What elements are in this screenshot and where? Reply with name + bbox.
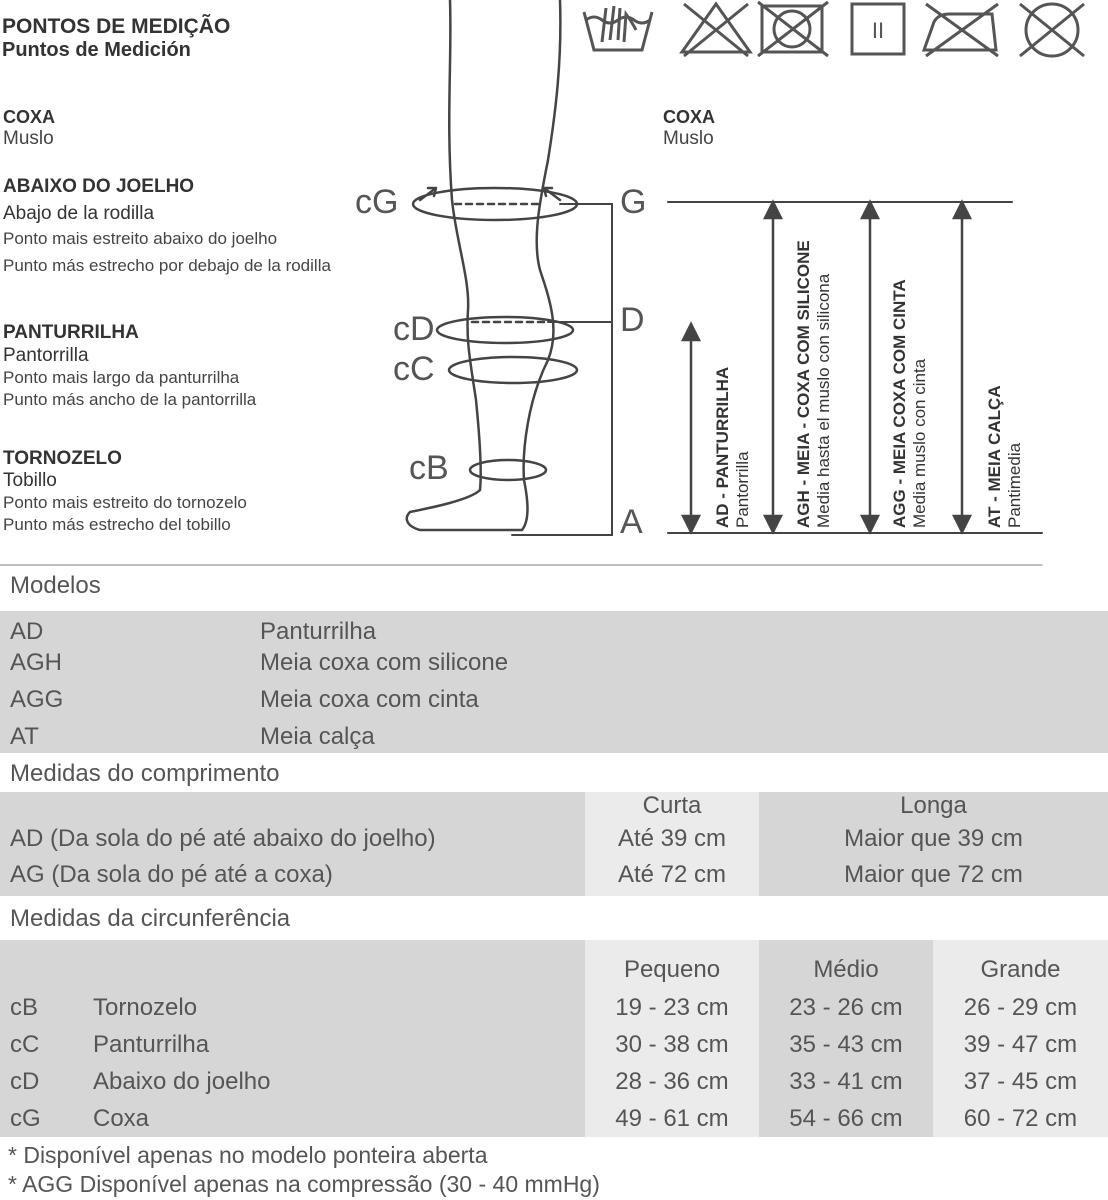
length-agh (794, 240, 834, 528)
drip-dry-mark: II (871, 18, 885, 43)
circ-row-small: 49 - 61 cm (615, 1105, 729, 1132)
model-name: Meia coxa com silicone (260, 649, 509, 676)
circ-row-small: 30 - 38 cm (615, 1031, 729, 1058)
leg-diagram (0, 0, 1108, 570)
circ-table-title: Medidas da circunferência (10, 905, 291, 932)
model-code: AT (10, 723, 39, 750)
circ-row-medium: 35 - 43 cm (789, 1031, 903, 1058)
label-thigh-es: Muslo (3, 128, 54, 149)
circ-row-name: Tornozelo (93, 994, 198, 1021)
circ-row-large: 37 - 45 cm (963, 1068, 1078, 1095)
right-thigh-es: Muslo (663, 128, 714, 149)
label-calf-es: Pantorrilla (3, 345, 89, 366)
models-band (0, 611, 1108, 753)
circ-row-medium: 33 - 41 cm (789, 1068, 903, 1095)
page-subtitle: Puntos de Medición (2, 39, 191, 61)
length-row-long: Maior que 72 cm (844, 861, 1023, 888)
point-cG: cG (355, 183, 399, 221)
circ-row-small: 28 - 36 cm (615, 1068, 729, 1095)
length-agg-title: AGG - MEIA COXA COM CINTA (890, 279, 909, 528)
length-agg-es: Media muslo con cinta (910, 358, 929, 528)
circ-row-name: Abaixo do joelho (93, 1068, 271, 1095)
circ-row-small: 19 - 23 cm (615, 994, 729, 1021)
circ-row-large: 60 - 72 cm (963, 1105, 1078, 1132)
circ-row-large: 26 - 29 cm (963, 994, 1078, 1021)
length-row-short: Até 39 cm (617, 825, 727, 852)
circ-header-medium: Médio (813, 956, 879, 983)
circ-row-code: cG (10, 1105, 41, 1132)
point-A: A (620, 503, 643, 541)
circ-row-large: 39 - 47 cm (963, 1031, 1078, 1058)
length-agg (890, 279, 930, 528)
length-row-short: Até 72 cm (617, 861, 727, 888)
length-agh-es: Media hasta el muslo con silicona (814, 273, 833, 528)
circ-row-name: Coxa (93, 1105, 150, 1132)
model-code: AD (10, 618, 44, 645)
point-cB: cB (409, 449, 449, 487)
label-below-knee-pt: ABAIXO DO JOELHO (3, 176, 195, 197)
length-ad-es: Pantorrilla (733, 451, 752, 528)
length-at-es: Pantimedia (1005, 442, 1024, 528)
point-cD: cD (393, 310, 435, 348)
label-calf-desc-pt: Ponto mais largo da panturrilha (3, 368, 240, 387)
length-row-long: Maior que 39 cm (844, 825, 1023, 852)
circ-header-large: Grande (980, 956, 1061, 983)
model-name: Meia calça (260, 723, 375, 750)
circ-row-code: cD (10, 1068, 40, 1095)
length-ad-title: AD - PANTURRILHA (713, 366, 732, 528)
model-code: AGG (10, 686, 64, 713)
length-at-title: AT - MEIA CALÇA (985, 385, 1004, 528)
label-ankle-pt: TORNOZELO (3, 448, 122, 469)
label-below-knee-es: Abajo de la rodilla (3, 203, 155, 224)
length-at (985, 385, 1025, 528)
footnote: * Disponível apenas no modelo ponteira aberta (8, 1142, 488, 1168)
length-table-title: Medidas do comprimento (10, 760, 280, 787)
length-row-label: AG (Da sola do pé até a coxa) (10, 861, 333, 888)
length-header-long: Longa (900, 792, 967, 819)
circ-row-medium: 54 - 66 cm (789, 1105, 903, 1132)
point-G: G (620, 183, 647, 221)
model-name: Panturrilha (260, 618, 377, 645)
model-name: Meia coxa com cinta (260, 686, 479, 713)
circ-header-small: Pequeno (623, 956, 721, 983)
model-code: AGH (10, 649, 63, 676)
label-ankle-desc-es: Punto más estrecho del tobillo (3, 515, 231, 534)
label-ankle-desc-pt: Ponto mais estreito do tornozelo (3, 493, 247, 512)
point-cC: cC (393, 350, 435, 388)
circ-row-name: Panturrilha (93, 1031, 210, 1058)
footnote: * AGG Disponível apenas na compressão (30 - 40 mmHg) (8, 1171, 600, 1197)
models-title: Modelos (10, 572, 101, 599)
label-calf-pt: PANTURRILHA (3, 322, 139, 343)
label-thigh-pt: COXA (3, 107, 56, 127)
point-D: D (620, 301, 645, 339)
length-row-label: AD (Da sola do pé até abaixo do joelho) (10, 825, 436, 852)
circ-row-code: cC (10, 1031, 40, 1058)
label-ankle-es: Tobillo (3, 470, 57, 491)
circ-row-medium: 23 - 26 cm (789, 994, 903, 1021)
label-calf-desc-es: Punto más ancho de la pantorrilla (3, 390, 257, 409)
circ-row-code: cB (10, 994, 39, 1021)
label-below-knee-desc-es: Punto más estrecho por debajo de la rodilla (3, 256, 331, 275)
label-below-knee-desc-pt: Ponto mais estreito abaixo do joelho (3, 229, 278, 248)
length-agh-title: AGH - MEIA - COXA COM SILICONE (794, 240, 813, 528)
length-header-short: Curta (642, 792, 702, 819)
length-ad (713, 367, 753, 528)
page-title: PONTOS DE MEDIÇÃO (2, 15, 231, 38)
right-thigh-pt: COXA (663, 107, 716, 127)
